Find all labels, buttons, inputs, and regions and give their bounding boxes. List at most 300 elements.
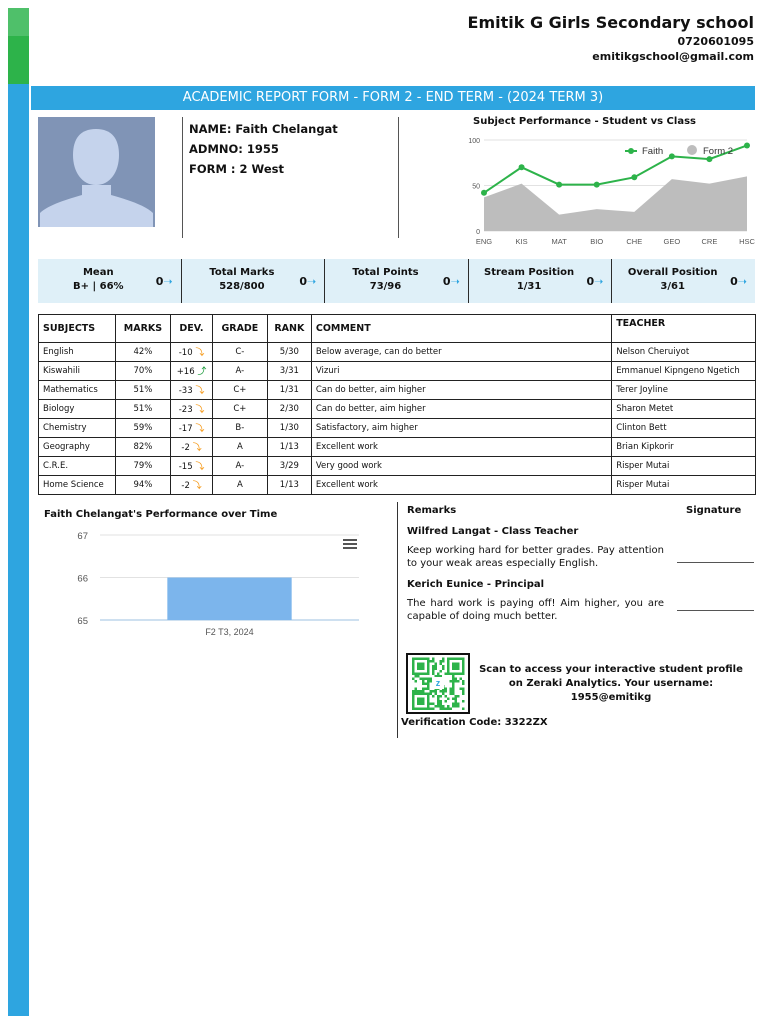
- school-phone: 0720601095: [677, 35, 754, 48]
- qr-module: [417, 700, 420, 703]
- stat-total-points: [325, 259, 469, 303]
- data-point: [556, 182, 562, 188]
- stat-change: 0➝: [730, 275, 747, 288]
- qr-module: [432, 670, 435, 673]
- table-row: [39, 381, 756, 400]
- qr-module: [425, 683, 428, 686]
- qr-module: [412, 663, 415, 666]
- qr-module: [435, 705, 438, 708]
- comment-cell: Excellent work: [311, 476, 611, 495]
- rank-cell: 1/13: [267, 476, 311, 495]
- qr-module: [462, 683, 465, 686]
- qr-module: [422, 688, 425, 691]
- qr-module: [455, 695, 458, 698]
- remarks-header: Remarks: [407, 505, 457, 516]
- col-header-marks: MARKS: [115, 315, 170, 343]
- teacher-cell: Nelson Cheruiyot: [612, 343, 756, 362]
- qr-module: [440, 660, 443, 663]
- stat-change: 0➝: [155, 275, 173, 288]
- qr-module: [460, 658, 463, 661]
- report-title-banner: ACADEMIC REPORT FORM - FORM 2 - END TERM - (2024 TERM 3): [31, 86, 755, 110]
- qr-module: [412, 698, 415, 701]
- comment-cell: Can do better, aim higher: [311, 400, 611, 419]
- qr-module: [462, 665, 465, 668]
- qr-module: [457, 695, 460, 698]
- qr-module: [417, 663, 420, 666]
- qr-module: [422, 678, 425, 681]
- menu-bar: [343, 547, 357, 549]
- qr-module: [420, 673, 423, 676]
- marks-table: [38, 314, 756, 495]
- marks-cell: 51%: [115, 400, 170, 419]
- qr-module: [455, 663, 458, 666]
- qr-module: [427, 658, 430, 661]
- qr-module: [422, 680, 425, 683]
- qr-module: [415, 658, 418, 661]
- qr-module: [452, 663, 455, 666]
- qr-module: [452, 703, 455, 706]
- arrow-down-icon: ⤵: [192, 462, 205, 472]
- signature-header: Signature: [686, 505, 742, 516]
- qr-module: [440, 663, 443, 666]
- qr-module: [417, 698, 420, 701]
- data-point: [594, 182, 600, 188]
- stat-value: 73/96: [369, 281, 402, 292]
- qr-module: [457, 673, 460, 676]
- qr-code-icon[interactable]: [406, 653, 470, 714]
- qr-module: [437, 698, 440, 701]
- qr-module: [437, 673, 440, 676]
- qr-module: [450, 688, 453, 691]
- qr-module: [425, 678, 428, 681]
- performance-over-time-svg: [38, 505, 393, 655]
- qr-module: [415, 673, 418, 676]
- qr-module: [455, 678, 458, 681]
- qr-module: [427, 703, 430, 706]
- qr-module: [442, 705, 445, 708]
- qr-module: [422, 690, 425, 693]
- student-photo: [38, 117, 155, 227]
- qr-module: [427, 708, 430, 711]
- qr-module: [422, 708, 425, 711]
- x-tick-label: GEO: [663, 237, 681, 246]
- subject-cell: Home Science: [39, 476, 116, 495]
- qr-module: [422, 665, 425, 668]
- qr-module: [422, 703, 425, 706]
- qr-module: [445, 688, 448, 691]
- qr-module: [442, 665, 445, 668]
- qr-module: [412, 658, 415, 661]
- qr-module: [455, 673, 458, 676]
- qr-module: [452, 665, 455, 668]
- qr-module: [415, 693, 418, 696]
- qr-module: [417, 673, 420, 676]
- qr-module: [447, 670, 450, 673]
- qr-module: [462, 700, 465, 703]
- verification-code: Verification Code: 3322ZX: [401, 717, 548, 728]
- qr-module: [432, 690, 435, 693]
- comment-cell: Can do better, aim higher: [311, 381, 611, 400]
- qr-module: [425, 693, 428, 696]
- comment-cell: Satisfactory, aim higher: [311, 419, 611, 438]
- stat-mean: [38, 259, 182, 303]
- summary-stats-bar: [38, 259, 755, 303]
- subject-cell: Kiswahili: [39, 362, 116, 381]
- qr-module: [452, 688, 455, 691]
- qr-instructions: Scan to access your interactive student profile on Zeraki Analytics. Your username: 1955@emitikg: [479, 664, 743, 703]
- qr-module: [420, 665, 423, 668]
- arrow-down-icon: ⤵: [192, 348, 205, 358]
- y-tick-label: 66: [77, 573, 88, 585]
- series-form2-area: [484, 176, 747, 231]
- teacher-cell: Sharon Metet: [612, 400, 756, 419]
- qr-module: [450, 708, 453, 711]
- rank-cell: 5/30: [267, 343, 311, 362]
- chart-title: Subject Performance - Student vs Class: [473, 116, 696, 127]
- rank-cell: 2/30: [267, 400, 311, 419]
- marks-cell: 79%: [115, 457, 170, 476]
- section-divider: [397, 502, 398, 738]
- qr-module: [447, 660, 450, 663]
- stat-change: 0➝: [442, 275, 460, 288]
- qr-module: [427, 683, 430, 686]
- qr-module: [420, 678, 423, 681]
- dev-cell: -23 ⤵: [170, 400, 212, 419]
- x-tick-label: HSC: [739, 237, 755, 246]
- subject-cell: English: [39, 343, 116, 362]
- qr-module: [432, 658, 435, 661]
- rank-cell: 1/13: [267, 438, 311, 457]
- qr-module: [422, 693, 425, 696]
- qr-module: [452, 683, 455, 686]
- arrow-up-icon: ⤴: [194, 367, 207, 377]
- dev-cell: -33 ⤵: [170, 381, 212, 400]
- data-point: [669, 153, 675, 159]
- qr-module: [435, 665, 438, 668]
- rank-cell: 1/30: [267, 419, 311, 438]
- stat-value: 1/31: [516, 281, 542, 292]
- qr-module: [435, 663, 438, 666]
- qr-module: [447, 658, 450, 661]
- qr-module: [440, 695, 443, 698]
- qr-module: [417, 675, 420, 678]
- qr-module: [462, 670, 465, 673]
- qr-module: [412, 693, 415, 696]
- qr-module: [455, 668, 458, 671]
- qr-module: [462, 708, 465, 711]
- grade-cell: C-: [212, 343, 267, 362]
- data-point: [706, 156, 712, 162]
- subject-cell: Mathematics: [39, 381, 116, 400]
- qr-module: [460, 688, 463, 691]
- qr-module: [415, 690, 418, 693]
- qr-module: [455, 658, 458, 661]
- arrow-down-icon: ⤵: [189, 443, 202, 453]
- qr-module: [427, 678, 430, 681]
- teacher-cell: Risper Mutai: [612, 457, 756, 476]
- qr-module: [457, 658, 460, 661]
- qr-module: [457, 705, 460, 708]
- arrow-right-icon: ➝: [306, 275, 317, 288]
- qr-module: [442, 658, 445, 661]
- qr-module: [427, 685, 430, 688]
- subject-performance-svg: [465, 114, 755, 254]
- menu-bar: [343, 539, 357, 541]
- qr-module: [427, 698, 430, 701]
- qr-module: [427, 668, 430, 671]
- data-point: [631, 174, 637, 180]
- chart-title: Faith Chelangat's Performance over Time: [44, 509, 278, 520]
- qr-module: [412, 670, 415, 673]
- table-row: [39, 400, 756, 419]
- qr-module: [427, 680, 430, 683]
- qr-module: [445, 673, 448, 676]
- qr-module: [462, 660, 465, 663]
- school-name: Emitik G Girls Secondary school: [467, 13, 754, 32]
- legend-label-faith: Faith: [642, 146, 664, 157]
- qr-module: [427, 688, 430, 691]
- x-tick-label: BIO: [590, 237, 604, 246]
- qr-module: [447, 698, 450, 701]
- arrow-right-icon: ➝: [594, 275, 604, 288]
- qr-module: [420, 693, 423, 696]
- legend-marker-faith: [628, 148, 634, 154]
- x-tick-label: CRE: [701, 237, 718, 246]
- grade-cell: C+: [212, 400, 267, 419]
- qr-module: [427, 660, 430, 663]
- qr-module: [462, 693, 465, 696]
- side-accent-blue: [8, 84, 29, 1016]
- stat-label: Stream Position: [484, 267, 575, 278]
- qr-module: [450, 693, 453, 696]
- person-silhouette-icon: [38, 117, 155, 227]
- x-tick-label: MAT: [551, 237, 567, 246]
- qr-module: [457, 665, 460, 668]
- student-admno: ADMNO: 1955: [189, 142, 279, 156]
- qr-module: [425, 673, 428, 676]
- qr-logo-mark: z: [435, 678, 441, 688]
- dev-cell: -2 ⤵: [170, 438, 212, 457]
- qr-module: [452, 675, 455, 678]
- qr-module: [415, 708, 418, 711]
- qr-module: [462, 690, 465, 693]
- qr-module: [432, 660, 435, 663]
- qr-module: [450, 658, 453, 661]
- qr-module: [430, 703, 433, 706]
- qr-module: [432, 665, 435, 668]
- qr-module: [445, 690, 448, 693]
- qr-module: [452, 658, 455, 661]
- qr-module: [442, 693, 445, 696]
- qr-module: [460, 673, 463, 676]
- qr-module: [452, 693, 455, 696]
- teacher-cell: Emmanuel Kipngeno Ngetich: [612, 362, 756, 381]
- qr-module: [452, 705, 455, 708]
- marks-cell: 42%: [115, 343, 170, 362]
- qr-module: [427, 700, 430, 703]
- arrow-right-icon: ➝: [737, 275, 747, 288]
- x-tick-label: CHE: [626, 237, 643, 246]
- qr-module: [450, 680, 453, 683]
- qr-module: [445, 700, 448, 703]
- qr-module: [442, 660, 445, 663]
- qr-module: [450, 673, 453, 676]
- qr-module: [452, 690, 455, 693]
- qr-module: [432, 708, 435, 711]
- comment-cell: Vizuri: [311, 362, 611, 381]
- qr-module: [417, 708, 420, 711]
- qr-module: [447, 663, 450, 666]
- qr-module: [432, 695, 435, 698]
- qr-module: [435, 690, 438, 693]
- col-header-grade: GRADE: [212, 315, 267, 343]
- marks-cell: 59%: [115, 419, 170, 438]
- qr-module: [427, 663, 430, 666]
- school-header: [468, 12, 754, 64]
- qr-module: [462, 673, 465, 676]
- menu-bar: [343, 543, 357, 545]
- qr-module: [422, 673, 425, 676]
- qr-module: [420, 663, 423, 666]
- qr-module: [412, 660, 415, 663]
- qr-module: [440, 670, 443, 673]
- subject-cell: Chemistry: [39, 419, 116, 438]
- qr-module: [437, 705, 440, 708]
- principal-name: Kerich Eunice - Principal: [407, 579, 545, 590]
- qr-module: [422, 663, 425, 666]
- y-tick-label: 67: [77, 531, 88, 542]
- arrow-down-icon: ⤵: [189, 481, 202, 491]
- arrow-right-icon: ➝: [450, 275, 460, 288]
- qr-module: [412, 678, 415, 681]
- y-tick-label: 100: [468, 138, 480, 145]
- qr-module: [455, 703, 458, 706]
- stat-value: 528/800: [219, 281, 265, 292]
- qr-module: [435, 668, 438, 671]
- qr-module: [412, 695, 415, 698]
- qr-module: [450, 690, 453, 693]
- stat-label: Overall Position: [627, 267, 718, 278]
- marks-cell: 70%: [115, 362, 170, 381]
- qr-module: [440, 705, 443, 708]
- qr-module: [447, 673, 450, 676]
- stat-overall-position: [612, 259, 755, 303]
- qr-module: [457, 680, 460, 683]
- arrow-right-icon: ➝: [163, 275, 173, 288]
- y-tick-label: 50: [472, 183, 480, 191]
- x-tick-label: ENG: [475, 237, 493, 246]
- qr-module: [420, 698, 423, 701]
- qr-module: [427, 695, 430, 698]
- qr-module: [417, 703, 420, 706]
- qr-module: [422, 668, 425, 671]
- stat-label: Total Marks: [209, 267, 275, 278]
- qr-module: [412, 665, 415, 668]
- dev-cell: -17 ⤵: [170, 419, 212, 438]
- qr-module: [415, 675, 418, 678]
- qr-module: [452, 685, 455, 688]
- qr-module: [462, 688, 465, 691]
- grade-cell: C+: [212, 381, 267, 400]
- qr-module: [457, 663, 460, 666]
- qr-module: [427, 670, 430, 673]
- stat-total-marks: [182, 259, 326, 303]
- teacher-cell: Terer Joyline: [612, 381, 756, 400]
- dev-cell: -10 ⤵: [170, 343, 212, 362]
- principal-remark: The hard work is paying off! Aim higher, you are capable of doing much better.: [407, 598, 664, 622]
- class-teacher-name: Wilfred Langat - Class Teacher: [407, 526, 579, 537]
- arrow-down-icon: ⤵: [192, 405, 205, 415]
- qr-module: [452, 673, 455, 676]
- qr-module: [462, 668, 465, 671]
- table-row: [39, 362, 756, 381]
- col-header-comment: COMMENT: [311, 315, 611, 343]
- class-teacher-signature-line: [677, 562, 754, 563]
- rank-cell: 1/31: [267, 381, 311, 400]
- stat-stream-position: [469, 259, 613, 303]
- qr-module: [447, 665, 450, 668]
- data-point: [481, 190, 487, 196]
- qr-module: [422, 698, 425, 701]
- qr-module: [432, 673, 435, 676]
- subject-performance-chart: [465, 114, 755, 254]
- qr-module: [430, 690, 433, 693]
- legend-label-form2: Form 2: [703, 146, 734, 157]
- bar: [167, 578, 291, 621]
- qr-module: [417, 690, 420, 693]
- qr-module: [420, 658, 423, 661]
- qr-module: [417, 668, 420, 671]
- qr-module: [417, 665, 420, 668]
- qr-module: [412, 673, 415, 676]
- qr-module: [432, 703, 435, 706]
- qr-module: [445, 708, 448, 711]
- arrow-down-icon: ⤵: [192, 424, 205, 434]
- legend-swatch-form2: [687, 145, 697, 155]
- qr-module: [462, 663, 465, 666]
- teacher-cell: Risper Mutai: [612, 476, 756, 495]
- comment-cell: Excellent work: [311, 438, 611, 457]
- comment-cell: Very good work: [311, 457, 611, 476]
- qr-module: [442, 668, 445, 671]
- qr-module: [430, 660, 433, 663]
- qr-module: [452, 680, 455, 683]
- col-header-rank: RANK: [267, 315, 311, 343]
- qr-module: [447, 708, 450, 711]
- qr-module: [420, 690, 423, 693]
- marks-cell: 82%: [115, 438, 170, 457]
- marks-table-body: [39, 343, 756, 495]
- qr-module: [412, 708, 415, 711]
- qr-module: [412, 703, 415, 706]
- qr-module: [455, 705, 458, 708]
- grade-cell: A-: [212, 457, 267, 476]
- qr-module: [422, 658, 425, 661]
- qr-module: [437, 695, 440, 698]
- qr-module: [435, 693, 438, 696]
- qr-module: [417, 693, 420, 696]
- x-tick-label: F2 T3, 2024: [205, 627, 254, 637]
- qr-module: [437, 700, 440, 703]
- hamburger-menu-icon[interactable]: [343, 539, 357, 549]
- marks-cell: 94%: [115, 476, 170, 495]
- qr-module: [430, 693, 433, 696]
- subject-cell: Geography: [39, 438, 116, 457]
- rank-cell: 3/31: [267, 362, 311, 381]
- teacher-cell: Brian Kipkorir: [612, 438, 756, 457]
- dev-cell: +16 ⤴: [170, 362, 212, 381]
- performance-over-time-chart: [38, 505, 393, 655]
